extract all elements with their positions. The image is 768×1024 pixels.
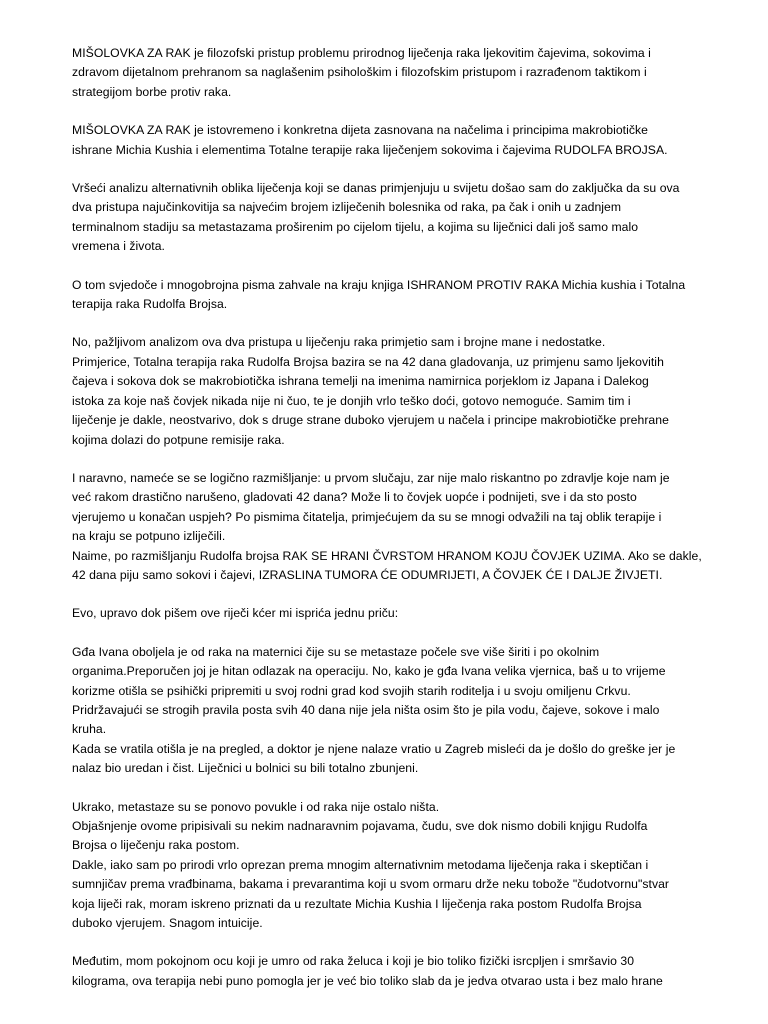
text-line: I naravno, nameće se se logično razmišljanje: u prvom slučaju, zar nije malo riskantno po zdravlje koje nam je	[72, 470, 670, 485]
paragraph-analysis	[72, 179, 710, 257]
text-line: Objašnjenje ovome pripisivali su nekim nadnaravnim pojavama, čudu, sve dok nismo dobili knjigu Rudolfa	[72, 819, 648, 833]
text-line: kruha.	[72, 722, 107, 737]
text-line: Naime, po razmišljanju Rudolfa brojsa RAK SE HRANI ČVRSTOM HRANOM KOJU ČOVJEK UZIMA. Ako se dakle,	[72, 548, 702, 563]
text-line: na kraju se potpuno izliječili.	[72, 529, 226, 544]
text-line: 42 dana piju samo sokovi i čajevi, IZRASLINA TUMORA ĆE ODUMRIJETI, A ČOVJEK ĆE I DALJE ŽIVJETI.	[72, 567, 663, 582]
text-line: istoka za koje naš čovjek nikada nije ni čuo, te je donjih vrlo teško doći, gotovo nemoguće. Samim tim i	[72, 393, 631, 408]
text-line: Vršeći analizu alternativnih oblika liječenja koji se danas primjenjuju u svijetu došao sam do zaključka da su ova	[72, 181, 680, 196]
text-line: Evo, upravo dok pišem ove riječi kćer mi isprića jednu priču:	[72, 606, 399, 621]
text-line: već rakom drastično narušeno, gladovati 42 dana? Može li to čovjek uopće i podnijeti, sve i da sto posto	[72, 490, 637, 505]
paragraph-spacer	[72, 624, 710, 643]
paragraph-story	[72, 643, 710, 779]
text-line: No, pažljivom analizom ova dva pristupa u liječenju raka primjetio sam i brojne mane i nedostatke.	[72, 335, 606, 350]
paragraph-reasoning	[72, 469, 710, 585]
text-line: ishrane Michia Kushia i elementima Totalne terapije raka liječenjem sokovima i čajevima RUDOLFA BROJSA.	[72, 142, 668, 157]
paragraph-father	[72, 952, 710, 991]
text-line: Gđa Ivana oboljela je od raka na maternici čije su se metastaze počele sve više širiti i po okolnim	[72, 644, 600, 659]
text-line: Međutim, mom pokojnom ocu koji je umro od raka želuca i koji je bio toliko fizički isrcpljen i smršavio 30	[72, 954, 635, 969]
paragraph-conclusion	[72, 798, 710, 934]
paragraph-spacer	[72, 450, 710, 469]
paragraph-diet	[72, 121, 710, 160]
paragraph-letters	[72, 276, 710, 315]
text-line: terapija raka Rudolfa Brojsa.	[72, 297, 228, 312]
text-line: liječenje je dakle, neostvarivo, dok s druge strane duboko vjerujem u načela i principe makrobiotičke prehrane	[72, 413, 669, 428]
paragraph-story-intro	[72, 604, 710, 623]
paragraph-spacer	[72, 314, 710, 333]
text-line: MIŠOLOVKA ZA RAK je filozofski pristup problemu prirodnog liječenja raka ljekovitim čajevima, sokovima i	[72, 46, 651, 60]
text-line: nalaz bio uredan i čist. Liječnici u bolnici su bili totalno zbunjeni.	[72, 761, 419, 776]
text-line: Pridržavajući se strogih pravila posta svih 40 dana nije jela ništa osim što je pila vodu, čajeve, sokove i malo	[72, 702, 660, 717]
text-line: O tom svjedoče i mnogobrojna pisma zahvale na kraju knjiga ISHRANOM PROTIV RAKA Michia kushia i Totalna	[72, 277, 686, 292]
text-line: vremena i života.	[72, 239, 165, 254]
paragraph-spacer	[72, 257, 710, 276]
text-line: Dakle, iako sam po prirodi vrlo oprezan prema mnogim alternativnim metodama liječenja raka i skeptičan i	[72, 857, 649, 872]
text-line: kilograma, ova terapija nebi puno pomogla jer je već bio toliko slab da je jedva otvarao usta i bez malo hrane	[72, 973, 663, 988]
text-line: dva pristupa najučinkovitija sa najvećim brojem izliječenih bolesnika od raka, pa čak i onih u zadnjem	[72, 200, 622, 215]
paragraph-spacer	[72, 933, 710, 952]
text-line: zdravom dijetalnom prehranom sa naglašenim psihološkim i filozofskim pristupom i razrađenom taktikom i	[72, 65, 647, 80]
text-line: sumnjičav prema vrađbinama, bakama i prevarantima koji u svom ormaru drže neku tobože "čudotvornu"stvar	[72, 877, 670, 892]
text-line: terminalnom stadiju sa metastazama proširenim po cijelom tijelu, a kojima su liječnici dali još samo malo	[72, 219, 639, 234]
paragraph-spacer	[72, 585, 710, 604]
paragraph-spacer	[72, 102, 710, 121]
text-line: korizme otišla se psihički pripremiti u svoj rodni grad kod svojih starih roditelja i u svoju omiljenu Crkvu.	[72, 683, 631, 698]
text-line: Ukrako, metastaze su se ponovo povukle i od raka nije ostalo ništa.	[72, 799, 440, 814]
paragraph-spacer	[72, 160, 710, 179]
text-line: kojima dolazi do potpune remisije raka.	[72, 432, 285, 447]
text-line: Kada se vratila otišla je na pregled, a doktor je njene nalaze vratio u Zagreb misleći da je došlo do greške jer je	[72, 741, 676, 756]
text-line: Brojsa o liječenju raka postom.	[72, 838, 240, 853]
paragraph-spacer	[72, 779, 710, 798]
paragraph-intro	[72, 44, 710, 102]
text-line: Primjerice, Totalna terapija raka Rudolfa Brojsa bazira se na 42 dana gladovanja, uz primjenu samo ljekovitih	[72, 354, 664, 369]
text-line: koja liječi rak, moram iskreno priznati da u rezultate Michia Kushia I liječenja raka postom Rudolfa Brojsa	[72, 896, 642, 911]
text-line: MIŠOLOVKA ZA RAK je istovremeno i konkretna dijeta zasnovana na načelima i principima makrobiotičke	[72, 123, 648, 138]
text-line: strategijom borbe protiv raka.	[72, 84, 232, 99]
text-line: organima.Preporučen joj je hitan odlazak na operaciju. No, kako je gđa Ivana velika vjernica, baš u to vrijeme	[72, 664, 666, 679]
text-line: vjerujemo u konačan uspjeh? Po pismima čitatelja, primjećujem da su se mnogi odvažili na taj oblik terapije i	[72, 509, 662, 524]
text-line: duboko vjerujem. Snagom intuicije.	[72, 916, 263, 931]
text-line: čajeva i sokova dok se makrobiotička ishrana temelji na imenima namirnica porjeklom iz Japana i Dalekog	[72, 374, 649, 389]
paragraph-drawbacks	[72, 333, 710, 449]
